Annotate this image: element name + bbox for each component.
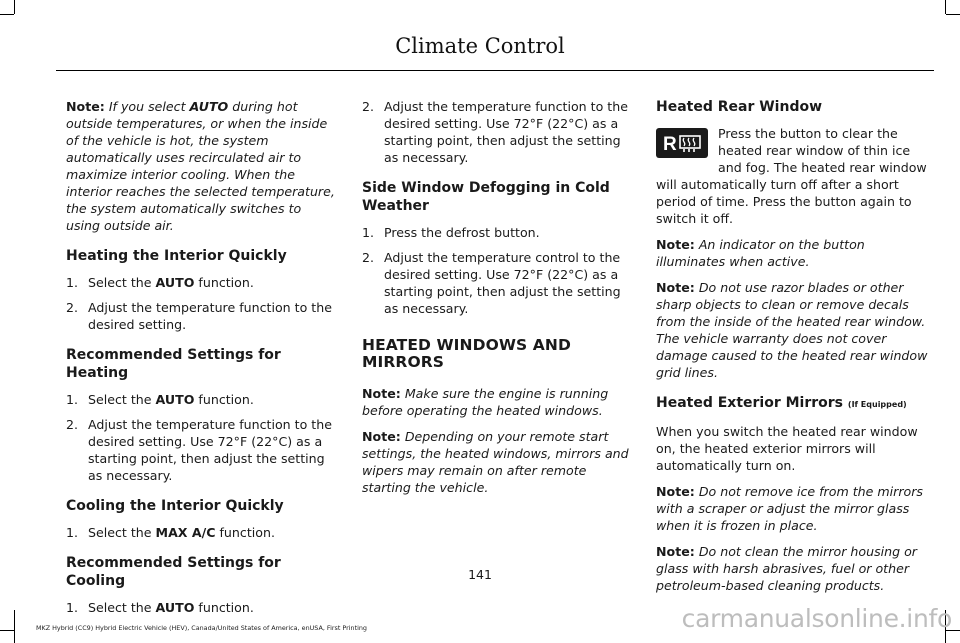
note-text: Depending on your remote start settings, the heated windows, mirrors and wipers may remain on after remote starting the vehicle. (362, 429, 629, 495)
heading-heated-exterior-mirrors (656, 394, 928, 414)
crop-mark (14, 610, 15, 643)
list-item (66, 299, 336, 333)
list-text: function. (194, 600, 254, 615)
note-auto (66, 98, 336, 234)
header-rule (56, 70, 934, 71)
note-label: Note: (362, 429, 401, 444)
crop-mark (946, 14, 960, 15)
footer-text: MKZ Hybrid (CC9) Hybrid Electric Vehicle (HEV), Canada/United States of America, enUSA, First Printing (36, 624, 367, 632)
list-number: 1. (66, 275, 79, 290)
list-text: function. (194, 275, 254, 290)
list-bold: AUTO (155, 600, 195, 615)
note-text: Do not clean the mirror housing or glass with harsh abrasives, fuel or other petroleum-based cleaning products. (656, 544, 917, 593)
note-text: Do not use razor blades or other sharp objects to clean or remove decals from the inside of the heated rear window. The vehicle warranty does not cover damage caused to the heated rear window grid lines. (656, 280, 928, 380)
list-number: 2. (66, 417, 79, 432)
note-auto-word: AUTO (189, 99, 229, 114)
list-text: Select the (88, 600, 156, 615)
list-item (66, 274, 336, 291)
mirrors-body: When you switch the heated rear window on, the heated exterior mirrors will automatically turn on. (656, 424, 918, 473)
list-number: 2. (66, 300, 79, 315)
note-label: Note: (656, 544, 695, 559)
rear-window-text: Press the button to clear the heated rear window of thin ice and fog. The heated rear window will automatically turn off after a short period of time. Press the button again to switch it off. (656, 126, 927, 226)
section-title: HEATED WINDOWS AND MIRRORS (362, 336, 571, 371)
note-label: Note: (362, 386, 401, 401)
list-item (362, 224, 632, 241)
list-item (66, 391, 336, 408)
note-text: Do not remove ice from the mirrors with a scraper or adjust the mirror glass when it is frozen in place. (656, 484, 923, 533)
note (656, 236, 928, 270)
list-item (66, 524, 336, 541)
crop-mark (0, 630, 14, 631)
column-middle (362, 98, 632, 505)
list-text: function. (215, 525, 275, 540)
list-item (362, 249, 632, 317)
note-text: during hot outside temperatures, or when the inside of the vehicle is hot, the system automatically uses recirculated air to maximize interior cooling. When the interior reaches the selected temperature, the system automatically switches to using outside air. (66, 99, 335, 233)
list-number: 1. (66, 600, 79, 615)
page-header-title: Climate Control (395, 34, 565, 58)
note (656, 279, 928, 381)
list-text: function. (194, 392, 254, 407)
list-bold: AUTO (155, 392, 195, 407)
note-label: Note: (656, 484, 695, 499)
list-bold: AUTO (155, 275, 195, 290)
note-label: Note: (656, 237, 695, 252)
crop-mark (14, 0, 15, 14)
heading-cooling-quickly: Cooling the Interior Quickly (66, 498, 284, 514)
list-text: Select the (88, 392, 156, 407)
note-text: An indicator on the button illuminates when active. (656, 237, 865, 269)
crop-mark (0, 14, 14, 15)
list-text: Press the defrost button. (384, 225, 540, 240)
heading-heating-recommended: Recommended Settings for Heating (66, 347, 281, 381)
heading-heating-quickly: Heating the Interior Quickly (66, 248, 287, 264)
list-text: Adjust the temperature function to the desired setting. Use 72°F (22°C) as a starting point, then adjust the setting as necessary. (384, 99, 628, 165)
note-label: Note: (66, 99, 105, 114)
list-text: Adjust the temperature control to the desired setting. Use 72°F (22°C) as a starting point, then adjust the setting as necessary. (384, 250, 621, 316)
heading-cooling-recommended: Recommended Settings for Cooling (66, 555, 281, 589)
note (362, 385, 632, 419)
list-number: 2. (362, 250, 375, 265)
watermark: carmanualsonline.info (681, 604, 952, 633)
column-right (656, 98, 928, 603)
list-text: Select the (88, 275, 156, 290)
note-text: Make sure the engine is running before operating the heated windows. (362, 386, 609, 418)
heading-side-window-defogging: Side Window Defogging in Cold Weather (362, 180, 610, 214)
column-left (66, 98, 336, 624)
note-text: If you select (108, 99, 190, 114)
if-equipped-label: (If Equipped) (847, 400, 907, 409)
crop-mark (945, 0, 946, 14)
list-text: Adjust the temperature function to the desired setting. (88, 300, 332, 332)
list-item (362, 98, 632, 166)
note (362, 428, 632, 496)
note-label: Note: (656, 280, 695, 295)
list-number: 1. (66, 392, 79, 407)
list-item (66, 416, 336, 484)
list-number: 1. (66, 525, 79, 540)
heading-heated-rear-window: Heated Rear Window (656, 99, 823, 115)
note (656, 483, 928, 534)
list-number: 1. (362, 225, 375, 240)
list-item (66, 599, 336, 616)
list-number: 2. (362, 99, 375, 114)
page-number: 141 (468, 567, 492, 582)
list-bold: MAX A/C (155, 525, 216, 540)
rear-defrost-icon (656, 128, 708, 158)
heading-text: Heated Exterior Mirrors (656, 395, 844, 411)
list-text: Select the (88, 525, 156, 540)
rear-defrost-letter: R (663, 134, 677, 155)
list-text: Adjust the temperature function to the desired setting. Use 72°F (22°C) as a starting point, then adjust the setting as necessary. (88, 417, 332, 483)
